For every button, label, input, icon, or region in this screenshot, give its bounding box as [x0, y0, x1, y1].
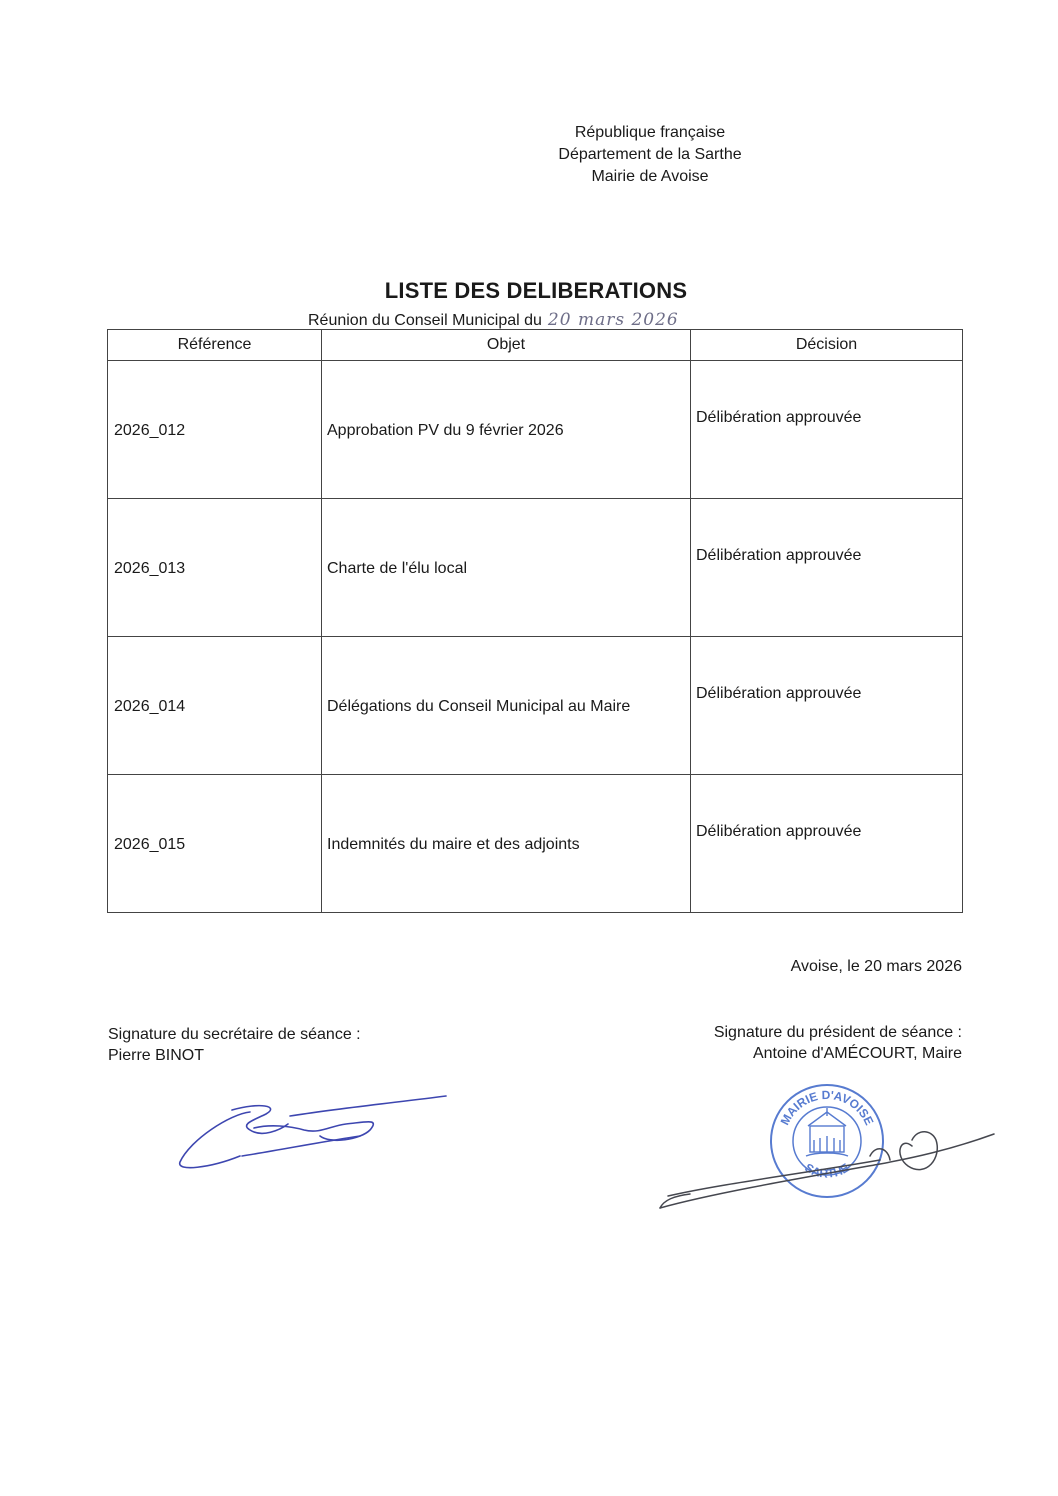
decision-text: Délibération approuvée	[696, 823, 862, 840]
header-reference: Référence	[108, 330, 322, 361]
handwritten-meeting-date: 20 mars 2026	[547, 310, 679, 330]
table-row	[108, 499, 963, 637]
decision-text: Délibération approuvée	[696, 547, 862, 564]
table-row	[108, 637, 963, 775]
secretary-signature-scribble	[170, 1090, 460, 1180]
reference-text: 2026_014	[114, 698, 186, 715]
header-decision: Décision	[691, 330, 963, 361]
meeting-label: Réunion du Conseil Municipal du	[308, 312, 542, 329]
letterhead	[500, 122, 800, 188]
cell-objet	[322, 361, 691, 499]
reference-text: 2026_012	[114, 422, 186, 439]
table-row	[108, 361, 963, 499]
decision-text: Délibération approuvée	[696, 409, 862, 426]
document-title: LISTE DES DELIBERATIONS	[384, 278, 688, 303]
president-label: Signature du président de séance :	[713, 1024, 962, 1041]
president-name: Antoine d'AMÉCOURT, Maire	[752, 1045, 962, 1062]
header-republic: République française	[574, 124, 726, 141]
cell-objet	[322, 499, 691, 637]
cell-decision	[691, 775, 963, 913]
secretary-label: Signature du secrétaire de séance :	[108, 1026, 361, 1043]
cell-reference	[108, 775, 322, 913]
cell-decision	[691, 361, 963, 499]
reference-text: 2026_015	[114, 836, 186, 853]
stamp-bottom-text: SARTHE	[802, 1160, 852, 1181]
president-signature-scribble	[650, 1120, 1000, 1220]
secretary-signature-block	[108, 1024, 361, 1066]
header-objet: Objet	[322, 330, 691, 361]
table-header-row	[108, 330, 963, 361]
reference-text: 2026_013	[114, 560, 186, 577]
objet-text: Charte de l'élu local	[327, 560, 468, 577]
deliberations-table	[107, 329, 963, 913]
stamp-top-text: MAIRIE D'AVOISE	[777, 1087, 877, 1128]
place-and-date: Avoise, le 20 mars 2026	[790, 958, 962, 975]
cell-decision	[691, 499, 963, 637]
objet-text: Indemnités du maire et des adjoints	[327, 836, 580, 853]
president-signature-block	[714, 1022, 962, 1064]
objet-text: Délégations du Conseil Municipal au Maire	[327, 698, 631, 715]
cell-objet	[322, 775, 691, 913]
cell-objet	[322, 637, 691, 775]
cell-reference	[108, 499, 322, 637]
header-mairie: Mairie de Avoise	[591, 168, 709, 185]
cell-reference	[108, 361, 322, 499]
cell-reference	[108, 637, 322, 775]
decision-text: Délibération approuvée	[696, 685, 862, 702]
cell-decision	[691, 637, 963, 775]
objet-text: Approbation PV du 9 février 2026	[327, 422, 564, 439]
table-row	[108, 775, 963, 913]
secretary-name: Pierre BINOT	[108, 1047, 205, 1064]
header-department: Département de la Sarthe	[558, 146, 742, 163]
